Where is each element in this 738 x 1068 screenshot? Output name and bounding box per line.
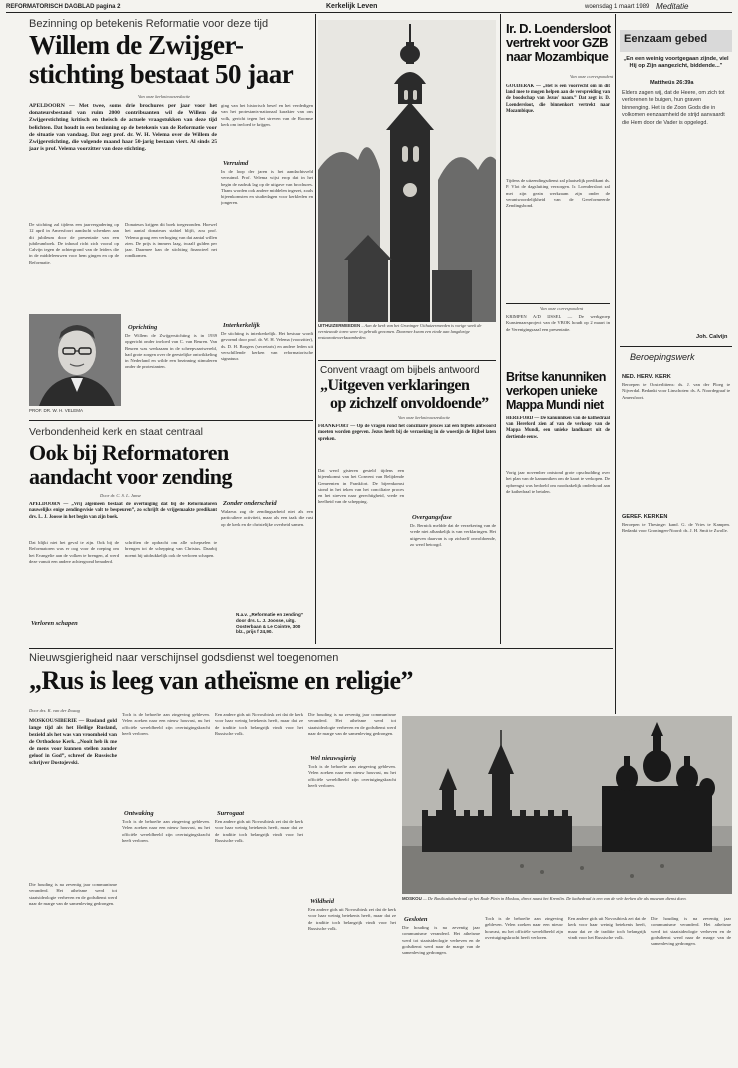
article7-body-9: Een andere gids uit Novosibirsk zei dat de kerk voor haar weinig betekenis heeft, maar dat ze de traditie toch belangrijk vindt voor het Russische volk. bbox=[568, 916, 646, 940]
article7-body-6: Een andere gids uit Novosibirsk zei dat de kerk voor haar weinig betekenis heeft, maar dat ze de traditie toch belangrijk vindt voor het Russische volk. bbox=[308, 907, 396, 931]
article5-lead: HEREFORD — De kanunniken van de kathedraal van Hereford zien af van de verkoop van de Mappa Mundi, een unieke landkaart uit de dertiende eeuw. bbox=[506, 416, 610, 440]
article6-book-info: N.a.v. „Reformatie en zending” door drs. L. J. Joosse, uitg. Oosterbaan & Le Cointre, 300 blz., prijs f 24,90. bbox=[236, 612, 304, 635]
article2-byline: Van onze kerknieuwsredactie bbox=[398, 415, 451, 420]
sub-gesloten: Gesloten bbox=[404, 916, 428, 923]
article2-kicker: Convent vraagt om bijbels antwoord bbox=[320, 365, 480, 376]
paper-name: REFORMATORISCH DAGBLAD pagina 2 bbox=[6, 4, 121, 10]
article3-title-2: vertrekt voor GZB bbox=[506, 35, 609, 50]
article7-body-4: Die houding is na zeventig jaar communisme veranderd. Het atheïsme werd tot staatsideologie verheven en de godsdienst werd naar de marge van de samenleving gedrongen. bbox=[308, 712, 396, 736]
article7-body-7: Die houding is na zeventig jaar communisme veranderd. Het atheïsme werd tot staatsideologie verheven en de godsdienst werd naar de marge van de samenleving gedrongen. bbox=[402, 925, 480, 956]
article1-body-3: De Willem de Zwijgerstichting is in 1939 opgericht onder invloed van C. van Beuren. Van Beuren was werkzaam in de scheepvaartwereld, had grote zorgen over de geestelijke ontwikkeling in Nederland en wilde een bezinning stimuleren onder de protestanten. bbox=[125, 333, 217, 370]
article1-title-1: Willem de Zwijger- bbox=[29, 30, 244, 60]
column-divider-right bbox=[500, 14, 501, 644]
portrait-illustration bbox=[29, 314, 121, 406]
meditatie-author: Joh. Calvijn bbox=[696, 334, 728, 340]
article7-body-2: Toch is de behoefte aan zingeving gebleven. Velen zoeken naar een nieuw houvast, nu het officiële wereldbeeld zijn overtuigingskracht heeft verloren. bbox=[122, 712, 210, 736]
article6-body-3: Walaeus zag de zendingsarbeid niet als een particuliere activiteit, maar als een taak die rust op de kerk en de christelijke overheid samen. bbox=[221, 509, 313, 527]
article1-byline: Van onze kerknieuwsredactie bbox=[138, 94, 191, 99]
geref-kerken-body: Beroepen te Thesinge: kand. G. de Vries te Kampen. Bedankt voor Groningen-Noord: ds. J. H. Smit te Zwolle. bbox=[622, 522, 730, 534]
article6-rule bbox=[29, 420, 313, 421]
sub-wel-nieuwsgierig: Wel nieuwsgierig bbox=[310, 755, 356, 762]
article4-rule bbox=[506, 303, 610, 304]
sub-ontwaking: Ontwaking bbox=[124, 810, 154, 817]
sub-interkerkelijk: Interkerkelijk bbox=[223, 322, 260, 329]
article7-body-5: Toch is de behoefte aan zingeving gebleven. Velen zoeken naar een nieuw houvast, nu het officiële wereldbeeld zijn overtuigingskracht heeft verloren. bbox=[308, 764, 396, 788]
article5-title-2: verkopen unieke bbox=[506, 384, 598, 398]
church-photo-caption-text: – Aan de kerk van het Groninger Uithuizermeeden is vorige week de vernieuwde toren weer in gebruik genomen. Daarmee kwam een einde aan langdurige restauratiewerkzaamheden. bbox=[318, 323, 482, 340]
sub-verruimd: Verruimd bbox=[223, 160, 249, 167]
article6-body-1: Dat blijkt niet het geval te zijn. Ook bij de Reformatoren was er oog voor de roeping om het Evangelie aan de volken te brengen, al werd deze vanuit een andere achtergrond benaderd. bbox=[29, 540, 119, 564]
article3-title-3: naar Mozambique bbox=[506, 49, 609, 64]
article7-lead: MOSKOU/SIBERIE — Rusland gold lange tijd als het Heilige Rusland, bezield als het was van vroomheid van de Orthodoxe Kerk. „Nooit heb ik me de mens voor kunnen stellen zonder geloof in God”, schreef de Russische schrijver Dostojevski. bbox=[29, 718, 117, 766]
issue-date: woensdag 1 maart 1989 bbox=[585, 4, 650, 10]
article2-body-1: Dat werd gisteren gesteld tijdens een bijeenkomst van het Convent van Belijdende Gemeenten in Frankfort. De bijeenkomst stond in het teken van het conciliaire proces en het streven naar gerechtigheid, vrede en heelheid van de schepping. bbox=[318, 468, 404, 505]
article6-byline: Door dr. C. S. L. Janse bbox=[100, 493, 142, 498]
article2-title-2: op zichzelf onvoldoende” bbox=[330, 395, 489, 412]
ned-herv-body: Beroepen te Oosterlittens: ds. J. van der Ploeg te Nijverdal. Bedankt voor Linschoten: ds. A. Noordegraaf te Amersfoort. bbox=[622, 382, 730, 400]
sub-zonder-onderscheid: Zonder onderscheid bbox=[223, 500, 277, 507]
moscow-photo-caption-place: MOSKOU bbox=[402, 896, 422, 901]
article7-kicker: Nieuwsgierigheid naar verschijnsel godsdienst wel toegenomen bbox=[29, 652, 339, 664]
article1-body-5: In de loop der jaren is het aandachtsveld verruimd. Prof. Velema wijst erop dat in het begin de nadruk lag op de uitgave van brochures. Thans worden ook andere middelen ingezet, zoals bijeenkomsten en studiedagen voor kerkleden en jongeren. bbox=[221, 169, 313, 206]
portrait-caption: PROF. DR. W. H. VELEMA bbox=[29, 408, 84, 413]
article7-byline: Door drs. K. van der Zwaag bbox=[29, 708, 80, 713]
article6-kicker: Verbondenheid kerk en staat centraal bbox=[29, 426, 203, 438]
header-rule bbox=[6, 12, 732, 13]
meditatie-title: Eenzaam gebed bbox=[624, 33, 708, 45]
article5-title-1: Britse kanunniken bbox=[506, 370, 606, 384]
beroepingswerk-heading: Beroepingswerk bbox=[630, 352, 695, 362]
article7-top-rule bbox=[29, 648, 613, 649]
moscow-photo-caption-text: — De Basiliuskathedraal op het Rode Plein in Moskou, direct naast het Kremlin. De kathedraal is een van de vele kerken die als museum dienst doen. bbox=[422, 896, 687, 901]
article6-title-2: aandacht voor zending bbox=[29, 464, 233, 489]
church-photo-caption-place: UITHUIZERMEEDEN bbox=[318, 323, 361, 328]
beroepingswerk-rule bbox=[620, 346, 732, 347]
article7-body-8: Toch is de behoefte aan zingeving gebleven. Velen zoeken naar een nieuw houvast, nu het officiële wereldbeeld zijn overtuigingskracht heeft verloren. bbox=[485, 916, 563, 940]
article2-lead: FRANKFORT — Op de vragen rond het conciliaire proces zal een bijbels antwoord moeten worden gegeven. Jezus heeft bij de verzoeking in de woestijn de Bijbel laten spreken. bbox=[318, 424, 496, 442]
sub-wildheid: Wildheid bbox=[310, 898, 334, 905]
church-tower-photo bbox=[318, 20, 496, 322]
article1-body-2: Donateurs krijgen dit boek toegezonden. Hoewel het aantal donateurs stabiel blijft, zou prof. Velema graag een verhoging van dat aantal willen zien. De prijs is immers laag, twaalf gulden per jaar. Daarmee kan de stichting financieel net rondkomen. bbox=[125, 222, 217, 259]
meditatie-quote: „En een weinig voortgegaan zijnde, viel Hij op Zijn aangezicht, biddende...” bbox=[623, 56, 729, 69]
article4-byline: Van onze correspondent bbox=[540, 306, 584, 311]
article7-body-3: Een andere gids uit Novosibirsk zei dat de kerk voor haar weinig betekenis heeft, maar dat ze de traditie toch belangrijk vindt voor het Russische volk. bbox=[215, 712, 303, 736]
sub-oprichting: Oprichting bbox=[128, 324, 158, 331]
article6-body-2: schriften de opdracht om alle schepselen te brengen tot de schepping van Christus. Daarbij noemt hij uitdrukkelijk ook de verloren schapen. bbox=[125, 540, 217, 558]
moscow-illustration bbox=[402, 716, 732, 894]
article6-lead: APELDOORN — „Vrij algemeen bestaat de overtuiging dat bij de Reformatoren nauwelijks enige zendingsvisie valt te bespeuren”, zo schrijft de vrijgemaakte predikant drs. L. J. Joosse in het begin van zijn boek. bbox=[29, 502, 217, 520]
ned-herv-heading: NED. HERV. KERK bbox=[622, 374, 671, 380]
moscow-photo bbox=[402, 716, 732, 894]
church-tower-illustration bbox=[318, 20, 496, 322]
article2-title-1: „Uitgeven verklaringen bbox=[320, 377, 470, 394]
meditatie-divider bbox=[615, 14, 616, 714]
section-name: Kerkelijk Leven bbox=[326, 3, 378, 10]
article5-title-3: Mappa Mundi niet bbox=[506, 398, 604, 412]
meditatie-reference: Mattheüs 26:39a bbox=[650, 80, 694, 86]
column-divider-mid bbox=[315, 14, 316, 644]
article7-body-3b: Een andere gids uit Novosibirsk zei dat de kerk voor haar weinig betekenis heeft, maar dat ze de traditie toch belangrijk vindt voor het Russische volk. bbox=[215, 819, 303, 843]
article5-body: Vorig jaar november ontstond grote opschudding over het plan van de kanunniken om de kaart te verkopen. De opbrengst was bedoeld om noodzakelijk onderhoud aan de kathedraal te betalen. bbox=[506, 470, 610, 494]
sub-verloren-schapen: Verloren schapen bbox=[31, 620, 78, 627]
article2-body-2: Dr. Bernick meldde dat de verzekering van de vrede niet afhankelijk is van verklaringen. Het uitgeven daarvan is op zichzelf onvoldoende, zo werd betoogd. bbox=[410, 523, 496, 547]
moscow-photo-caption bbox=[402, 896, 732, 910]
article3-byline: Van onze correspondent bbox=[570, 74, 614, 79]
article7-body-10: Die houding is na zeventig jaar communisme veranderd. Het atheïsme werd tot staatsideologie verheven en de godsdienst werd naar de marge van de samenleving gedrongen. bbox=[651, 916, 731, 947]
article1-body-4: ging van het historisch besef en het verdedigen van het protestants-nationaal karakter van ons volk, gericht tegen het streven van de Roomse kerk om invloed te krijgen. bbox=[221, 103, 313, 127]
article7-body-2b: Toch is de behoefte aan zingeving gebleven. Velen zoeken naar een nieuw houvast, nu het officiële wereldbeeld zijn overtuigingskracht heeft verloren. bbox=[122, 819, 210, 843]
article1-body-6: De stichting is interkerkelijk. Het bestuur wordt gevormd door prof. dr. W. H. Velema (voorzitter), ds. D. H. Borgers (secretaris) en andere leden uit verschillende kerken van reformatorische signatuur. bbox=[221, 331, 313, 362]
article3-body: Tijdens de uitzendingsdienst zal plaatselijk predikant ds. P. Vlot de dagsluiting verzorgen. Ir. Loendersloot zal met zijn gezin werkzaam zijn onder de verantwoordelijkheid van de Gereformeerde Zendingsbond. bbox=[506, 178, 610, 209]
article3-title-1: Ir. D. Loendersloot bbox=[506, 21, 611, 36]
sub-overgangsfase: Overgangsfase bbox=[412, 514, 452, 521]
article1-kicker: Bezinning op betekenis Reformatie voor deze tijd bbox=[29, 18, 269, 30]
portrait-photo bbox=[29, 314, 121, 406]
article3-lead: GOUDERAK — „Het is een voorrecht om in dit land mee te mogen helpen aan de verspreiding van de boodschap van Jezus' naam.” Dat zegt ir. D. Loendersloot, die binnenkort vertrekt naar Mozambique. bbox=[506, 84, 610, 114]
article4-body: KRIMPEN A/D IJSSEL — De werkgroep Kunstenaarsproject van de VBOK houdt op 2 maart in de Verenigingszaal een presentatie. bbox=[506, 314, 610, 332]
article6-title-1: Ook bij Reformatoren bbox=[29, 440, 229, 465]
article1-body-1: De stichting zal tijdens een jaarvergadering op 12 april in Amersfoort aandacht schenken aan dit jubileum door de presentatie van een jubileumboek. De inhoud richt zich vooral op Calvijn tegen de achtergrond van de leiders die in de middeleeuwen voor hem gingen en op de Reformatie. bbox=[29, 222, 119, 265]
geref-kerken-heading: GEREF. KERKEN bbox=[622, 514, 668, 520]
meditatie-label: Meditatie bbox=[656, 2, 689, 11]
article2-top-rule bbox=[318, 360, 496, 361]
article1-lead: APELDOORN — Met twee, soms drie brochures per jaar voor het donateursbestand van ruim 2000 contribuanten wil de Willem de Zwijgerstichting kritisch en theisch de actuele vraagstukken van deze tijd belichten. Dat houdt in een bezinning op de betekenis van de Reformatie voor de situatie van vandaag. Dat zegt prof. dr. W. H. Velema over de Willem de Zwijgerstichting, die volgende maand haar 50-jarig bestaan viert. Al sinds 25 jaar is prof. Velema voorzitter van deze stichting. bbox=[29, 103, 217, 153]
article7-title: „Rus is leeg van atheïsme en religie” bbox=[29, 666, 413, 695]
article1-title-2: stichting bestaat 50 jaar bbox=[29, 59, 294, 89]
meditatie-body: Elders zagen wij, dat de Heere, om zich tot verlorenen te buigen, hun graven binnenging. Het is de Zoon Gods die in volkomen eenzaamheid de strijd aanvaardt die Hem door de Vader is opgelegd. bbox=[622, 90, 725, 126]
sub-surrogaat: Surrogaat bbox=[217, 810, 245, 817]
article7-body-1: Die houding is na zeventig jaar communisme veranderd. Het atheïsme werd tot staatsideologie verheven en de godsdienst werd naar de marge van de samenleving gedrongen. bbox=[29, 882, 117, 906]
